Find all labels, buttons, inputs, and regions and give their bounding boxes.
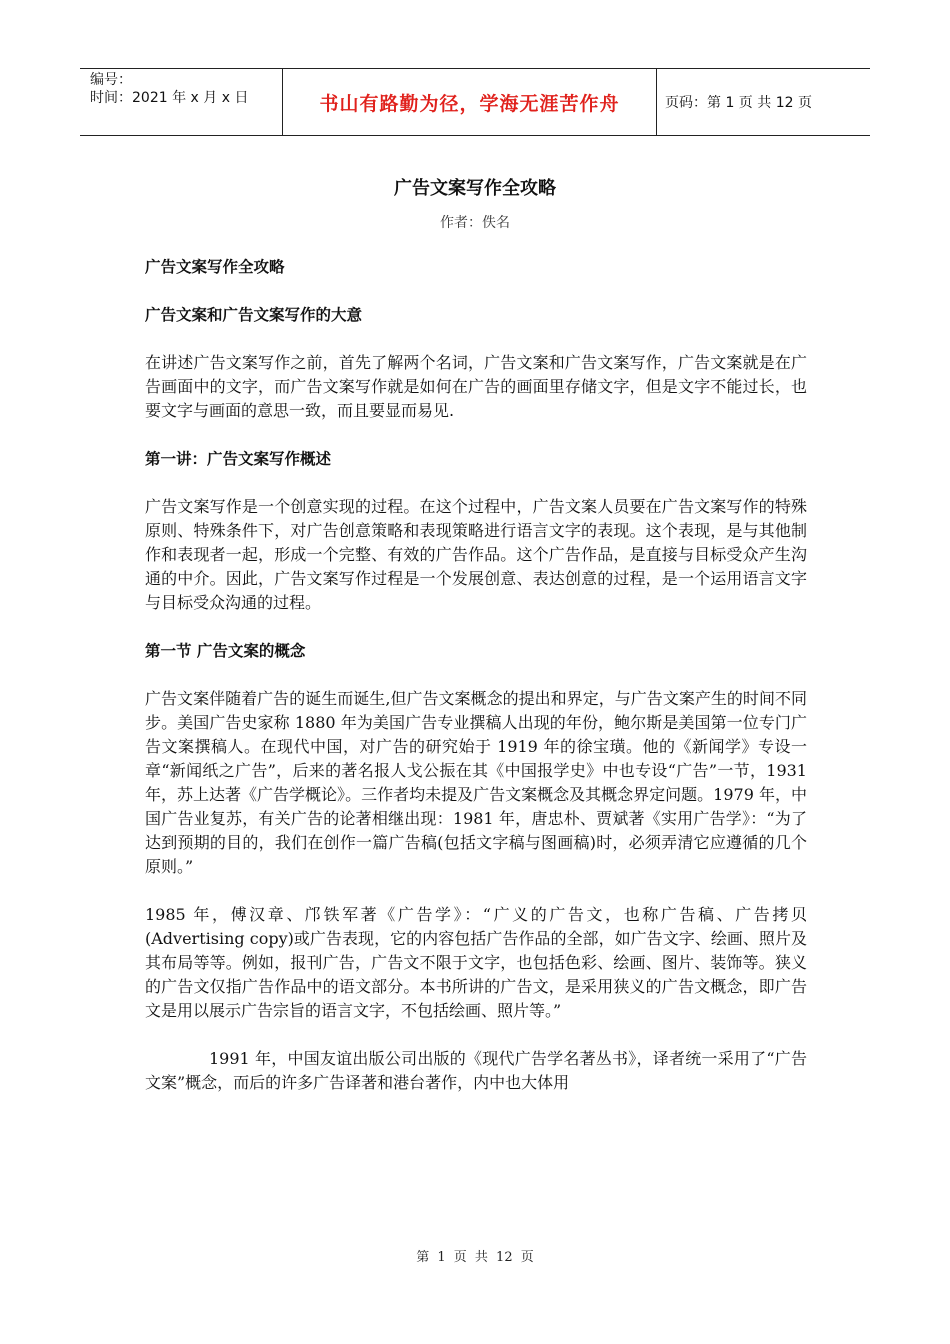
section-heading: 广告文案写作全攻略 bbox=[145, 258, 285, 276]
time-label: 时间：2021 年 x 月 x 日 bbox=[90, 90, 249, 106]
document-body bbox=[145, 255, 807, 1119]
paragraph: 在讲述广告文案写作之前，首先了解两个名词，广告文案和广告文案写作，广告文案就是在广告画面中的文字，而广告文案写作就是如何在广告的画面里存储文字，但是文字不能过长，也要文字与画面的意思一致，而且要显而易见. bbox=[145, 353, 807, 420]
section-heading: 第一节 广告文案的概念 bbox=[145, 642, 306, 660]
page-footer: 第 1 页 共 12 页 bbox=[416, 1250, 534, 1265]
section-heading: 广告文案和广告文案写作的大意 bbox=[145, 306, 363, 324]
paragraph: 1991 年，中国友谊出版公司出版的《现代广告学名著丛书》，译者统一采用了“广告文案”概念，而后的许多广告译著和港台著作，内中也大体用 bbox=[145, 1049, 807, 1092]
paragraph: 广告文案伴随着广告的诞生而诞生,但广告文案概念的提出和界定，与广告文案产生的时间不同步。美国广告史家称 1880 年为美国广告专业撰稿人出现的年份，鲍尔斯是美国第一位专门广告文案撰稿人。在现代中国，对广告的研究始于 1919 年的徐宝璜。他的《新闻学》专设一章“新闻纸之广告”，后来的著名报人戈公振在其《中国报学史》中也专设“广告”一节，1931 年，苏上达著《广告学概论》。三作者均未提及广告文案概念及其概念界定问题。1979 年，中国广告业复苏，有关广告的论著相继出现：1981 年，唐忠朴、贾斌著《实用广告学》：“为了达到预期的目的，我们在创作一篇广告稿(包括文字稿与图画稿)时，必须弄清它应遵循的几个原则。” bbox=[145, 689, 807, 876]
header-meta-cell bbox=[80, 69, 283, 135]
header-motto: 书山有路勤为径，学海无涯苦作舟 bbox=[283, 69, 657, 135]
header-page-info: 页码：第 1 页 共 12 页 bbox=[665, 95, 812, 111]
document-title: 广告文案写作全攻略 bbox=[394, 178, 556, 199]
number-label: 编号： bbox=[90, 72, 132, 88]
paragraph: 广告文案写作是一个创意实现的过程。在这个过程中，广告文案人员要在广告文案写作的特殊原则、特殊条件下，对广告创意策略和表现策略进行语言文字的表现。这个表现，是与其他制作和表现者一起，形成一个完整、有效的广告作品。这个广告作品，是直接与目标受众产生沟通的中介。因此，广告文案写作过程是一个发展创意、表达创意的过程，是一个运用语言文字与目标受众沟通的过程。 bbox=[145, 497, 807, 612]
paragraph: 1985 年，傅汉章、邝铁军著《广告学》：“广义的广告文，也称广告稿、广告拷贝(Advertising copy)或广告表现，它的内容包括广告作品的全部，如广告文字、绘画、照片及其布局等等。例如，报刊广告，广告文不限于文字，也包括色彩、绘画、图片、装饰等。狭义的广告文仅指广告作品中的语文部分。本书所讲的广告文，是采用狭义的广告文概念，即广告文是用以展示广告宗旨的语言文字，不包括绘画、照片等。” bbox=[145, 905, 807, 1020]
section-heading: 第一讲：广告文案写作概述 bbox=[145, 450, 332, 468]
document-author: 作者：佚名 bbox=[440, 215, 510, 231]
document-header bbox=[80, 68, 870, 136]
